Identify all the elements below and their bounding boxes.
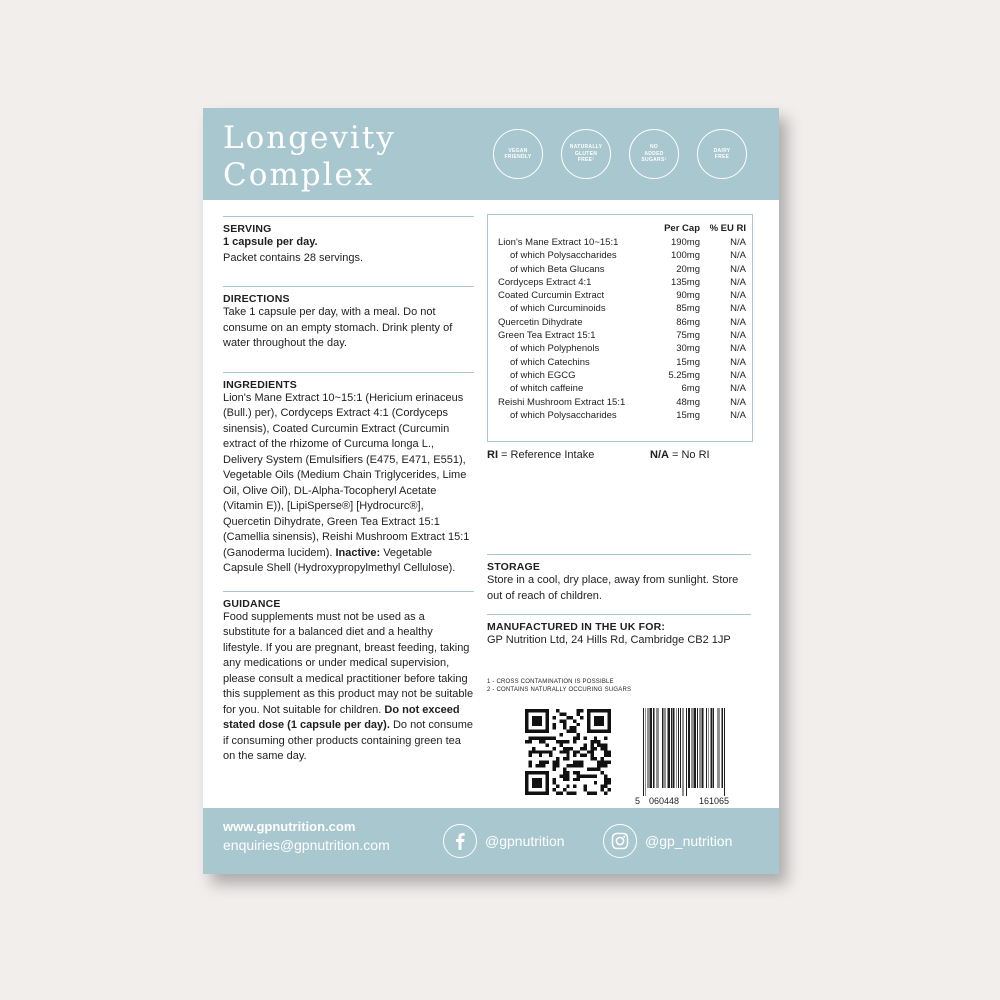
nutrition-row bbox=[498, 302, 746, 315]
instagram-handle[interactable]: @gp_nutrition bbox=[645, 833, 733, 849]
badge-text: FRIENDLY bbox=[504, 154, 532, 160]
nutrition-row bbox=[498, 289, 746, 302]
na-abbrev: N/A bbox=[650, 449, 669, 461]
email-link[interactable]: enquiries@gpnutrition.com bbox=[223, 837, 390, 853]
nutrient-per-cap: 15mg bbox=[676, 356, 700, 368]
nutrient-per-cap: 135mg bbox=[670, 276, 700, 288]
badge-text: GLUTEN bbox=[574, 150, 598, 157]
guidance-body-2: Do not consume if consuming other products containing green tea on the same day. bbox=[223, 719, 474, 762]
badge-text: FREE bbox=[714, 154, 730, 160]
nutrient-name: of which Polysaccharides bbox=[510, 409, 617, 421]
nutrient-name: of whitch caffeine bbox=[510, 383, 584, 395]
badge-text: DAIRY bbox=[713, 147, 731, 154]
guidance-body: Food supplements must not be used as a substitute for a balanced diet and a healthy lifestyle. If you are pregnant, breast feeding, taking any medications or under medical supervision, please consult a medical practitioner before taking this supplement as this product may not be suitable for you. Not suitable for children. bbox=[223, 610, 474, 716]
nutrient-name: Coated Curcumin Extract bbox=[498, 290, 605, 302]
storage-text: Store in a cool, dry place, away from sunlight. Store out of reach of children. bbox=[487, 574, 739, 602]
nutrient-per-cap: 30mg bbox=[676, 343, 700, 355]
divider bbox=[487, 614, 751, 615]
product-title-line2: Complex bbox=[223, 157, 375, 193]
na-definition: = No RI bbox=[668, 449, 710, 461]
divider bbox=[487, 554, 751, 555]
nutrient-ri: N/A bbox=[730, 409, 746, 421]
nutrition-row bbox=[498, 329, 746, 342]
footnotes bbox=[487, 678, 631, 694]
ri-abbrev: RI bbox=[487, 449, 498, 461]
storage-title: STORAGE bbox=[487, 561, 541, 573]
nutrient-name: of which Curcuminoids bbox=[510, 303, 606, 315]
inactive-label: Inactive: bbox=[335, 546, 381, 559]
badge-text: FREE¹ bbox=[577, 157, 595, 164]
nutrient-per-cap: 15mg bbox=[676, 409, 700, 421]
nutrient-ri: N/A bbox=[730, 303, 746, 315]
divider bbox=[223, 591, 474, 592]
guidance-text bbox=[223, 610, 474, 765]
gluten-free-badge bbox=[561, 129, 611, 179]
barcode-digit-1: 5 bbox=[635, 796, 641, 806]
label-footer bbox=[203, 808, 779, 874]
ingredients-title: INGREDIENTS bbox=[223, 378, 297, 391]
left-column bbox=[223, 216, 474, 765]
nutrient-name: of which Polyphenols bbox=[510, 343, 600, 355]
label-header bbox=[203, 108, 779, 200]
manufacturer-section bbox=[487, 614, 751, 649]
badge-text: ADDED bbox=[644, 150, 664, 157]
nutrition-rows bbox=[498, 236, 746, 422]
nutrient-name: of which Catechins bbox=[510, 356, 590, 368]
divider bbox=[223, 286, 474, 287]
website-link[interactable]: www.gpnutrition.com bbox=[223, 819, 356, 834]
nutrient-name: Cordyceps Extract 4:1 bbox=[498, 276, 592, 288]
manufacturer-title: MANUFACTURED IN THE UK FOR: bbox=[487, 621, 666, 633]
nutrient-ri: N/A bbox=[730, 276, 746, 288]
nutrient-per-cap: 48mg bbox=[676, 396, 700, 408]
nutrient-per-cap: 100mg bbox=[670, 250, 700, 262]
inactive-list: Vegetable Capsule Shell (Hydroxypropylmethyl Cellulose). bbox=[223, 546, 456, 574]
nutrition-row bbox=[498, 249, 746, 262]
badge-text: VEGAN bbox=[508, 147, 528, 154]
nutrient-per-cap: 86mg bbox=[676, 316, 700, 328]
nutrient-name: Lion's Mane Extract 10~15:1 bbox=[498, 237, 619, 248]
nutrition-row bbox=[498, 276, 746, 289]
barcode bbox=[635, 706, 749, 806]
instagram-icon[interactable] bbox=[603, 824, 637, 858]
manufacturer-text: GP Nutrition Ltd, 24 Hills Rd, Cambridge CB2 1JP bbox=[487, 634, 731, 646]
nutrient-per-cap: 90mg bbox=[676, 290, 700, 302]
vegan-friendly-badge bbox=[493, 129, 543, 179]
nutrition-row bbox=[498, 356, 746, 369]
nutrient-name: of which Polysaccharides bbox=[510, 250, 617, 262]
nutrition-row bbox=[498, 396, 746, 409]
nutrient-per-cap: 20mg bbox=[676, 263, 700, 275]
ri-legend bbox=[487, 449, 594, 461]
nutrient-ri: N/A bbox=[730, 316, 746, 328]
nutrient-ri: N/A bbox=[730, 396, 746, 408]
storage-section bbox=[487, 554, 751, 604]
dairy-free-badge bbox=[697, 129, 747, 179]
nutrient-ri: N/A bbox=[730, 250, 746, 262]
instagram-glyph bbox=[611, 832, 629, 850]
ri-definition: = Reference Intake bbox=[498, 449, 595, 461]
qr-code[interactable] bbox=[525, 709, 611, 795]
nutrition-header-row bbox=[498, 223, 746, 236]
serving-amount: 1 capsule per day. bbox=[223, 236, 318, 248]
nutrient-ri: N/A bbox=[730, 330, 746, 342]
nutrition-row bbox=[498, 409, 746, 422]
nutrient-per-cap: 5.25mg bbox=[668, 369, 700, 381]
nutrition-col-ri: % EU RI bbox=[709, 223, 746, 234]
badge-text: NATURALLY bbox=[569, 144, 603, 151]
footnote-2: 2 - CONTAINS NATURALLY OCCURING SUGARS bbox=[487, 687, 632, 693]
guidance-title: GUIDANCE bbox=[223, 597, 281, 610]
badge-text: NO bbox=[649, 144, 659, 151]
nutrition-row bbox=[498, 382, 746, 395]
facebook-handle[interactable]: @gpnutrition bbox=[485, 833, 565, 849]
facebook-glyph bbox=[452, 832, 468, 850]
divider bbox=[223, 372, 474, 373]
nutrient-per-cap: 190mg bbox=[670, 237, 700, 248]
nutrient-per-cap: 75mg bbox=[676, 330, 700, 342]
nutrition-row bbox=[498, 316, 746, 329]
nutrition-row bbox=[498, 342, 746, 355]
nutrient-name: of which Beta Glucans bbox=[510, 263, 605, 275]
barcode-group-1: 060448 bbox=[649, 796, 680, 806]
nutrition-col-cap: Per Cap bbox=[664, 223, 700, 234]
ingredients-list: Lion's Mane Extract 10~15:1 (Hericium erinaceus (Bull.) per), Cordyceps Extract 4:1 (Cordyceps sinensis), Coated Curcumin Extract (Curcumin extract of the rhizome of Curcuma longa L., Delivery System (Emulsifiers (E475, E471, E551), Vegetable Oils (Medium Chain Triglycerides, Lime Oil, Olive Oil), DL-Alpha-Tocopheryl Acetate (Vitamin E)), [LipiSperse®] [Hydrocurc®], Quercetin Dihydrate, Green Tea Extract 15:1 (Camellia sinensis), Reishi Mushroom Extract 15:1 (Ganoderma lucidem). bbox=[223, 391, 470, 559]
barcode-group-2: 161065 bbox=[699, 796, 730, 806]
product-label bbox=[203, 108, 779, 874]
nutrition-row bbox=[498, 236, 746, 249]
nutrient-name: of which EGCG bbox=[510, 369, 576, 381]
serving-title: SERVING bbox=[223, 223, 272, 235]
directions-title: DIRECTIONS bbox=[223, 293, 290, 305]
footnote-1: 1 - CROSS CONTAMINATION IS POSSIBLE bbox=[487, 679, 614, 685]
nutrition-grid bbox=[498, 223, 746, 422]
nutrition-row bbox=[498, 369, 746, 382]
nutrient-ri: N/A bbox=[730, 383, 746, 395]
nutrient-name: Reishi Mushroom Extract 15:1 bbox=[498, 396, 626, 408]
nutrient-ri: N/A bbox=[730, 263, 746, 275]
ingredients-text bbox=[223, 391, 474, 577]
product-title-line1: Longevity bbox=[223, 120, 396, 156]
nutrient-ri: N/A bbox=[730, 369, 746, 381]
nutrition-col-name bbox=[498, 223, 648, 236]
nutrient-per-cap: 85mg bbox=[676, 303, 700, 315]
dose-warning: Do not exceed stated dose (1 capsule per day). bbox=[223, 703, 460, 731]
nutrient-ri: N/A bbox=[730, 237, 746, 248]
nutrient-ri: N/A bbox=[730, 356, 746, 368]
nutrient-ri: N/A bbox=[730, 290, 746, 302]
no-added-sugars-badge bbox=[629, 129, 679, 179]
nutrition-table bbox=[487, 214, 753, 442]
badge-text: SUGARS² bbox=[641, 157, 667, 164]
serving-text: Packet contains 28 servings. bbox=[223, 251, 364, 264]
nutrition-row bbox=[498, 263, 746, 276]
nutrient-ri: N/A bbox=[730, 343, 746, 355]
facebook-icon[interactable] bbox=[443, 824, 477, 858]
nutrient-name: Green Tea Extract 15:1 bbox=[498, 330, 596, 342]
divider bbox=[223, 216, 474, 217]
na-legend bbox=[650, 449, 710, 461]
nutrient-per-cap: 6mg bbox=[681, 383, 700, 395]
nutrient-name: Quercetin Dihydrate bbox=[498, 316, 583, 328]
product-title bbox=[223, 120, 396, 194]
directions-text: Take 1 capsule per day, with a meal. Do not consume on an empty stomach. Drink plenty of water throughout the day. bbox=[223, 306, 453, 349]
